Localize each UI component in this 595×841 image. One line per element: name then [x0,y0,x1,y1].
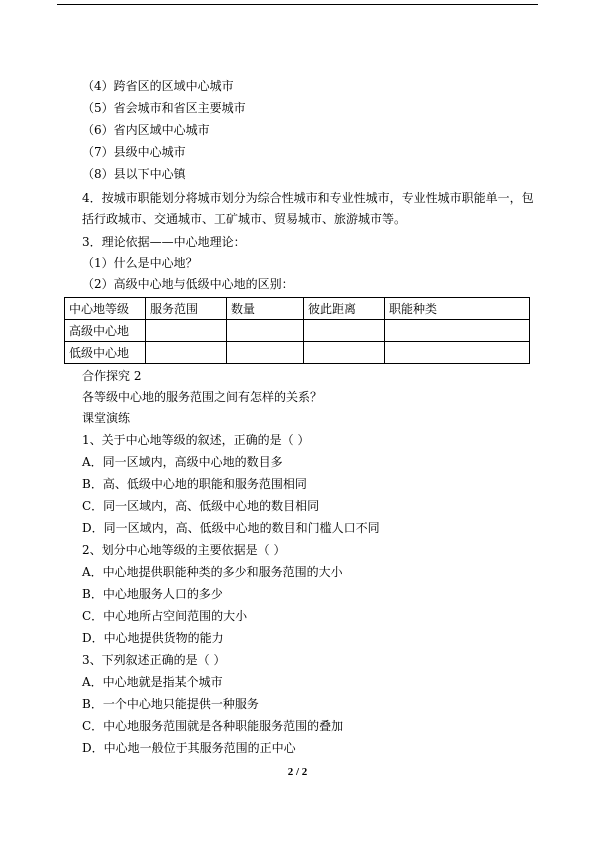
point-4-paragraph: 4．按城市职能划分将城市划分为综合性城市和专业性城市，专业性城市职能单一，包括行政城市、交通城市、工矿城市、贸易城市、旅游城市等。 [82,191,534,226]
table-header-cell: 数量 [227,298,304,320]
table-header-cell: 中心地等级 [65,298,146,320]
table-cell [304,342,385,364]
table-header-cell: 彼此距离 [304,298,385,320]
header-rule [57,4,538,5]
cooperate-question: 各等级中心地的服务范围之间有怎样的关系？ [82,390,323,404]
answer-option: B．高、低级中心地的职能和服务范围相同 [82,477,307,491]
table-cell: 高级中心地 [65,320,146,342]
table-cell [385,320,530,342]
table-header-row [65,298,530,320]
question-stem: 1、关于中心地等级的叙述，正确的是（ ） [82,433,310,447]
table-row [65,342,530,364]
table-cell [304,320,385,342]
table-cell [146,342,227,364]
answer-option: A．中心地提供职能种类的多少和服务范围的大小 [82,565,343,579]
list-item: （7）县级中心城市 [82,145,186,159]
central-place-comparison-table [64,297,530,364]
list-item: （6）省内区域中心城市 [82,123,210,137]
list-item: （5）省会城市和省区主要城市 [82,101,246,115]
list-item: （4）跨省区的区域中心城市 [82,79,234,93]
list-item: （8）县以下中心镇 [82,167,186,181]
answer-option: D．同一区域内，高、低级中心地的数目和门槛人口不同 [82,521,380,535]
table-header-cell: 服务范围 [146,298,227,320]
cooperate-section-title: 合作探究 2 [82,369,142,383]
page-number: 2 / 2 [287,766,308,778]
point-3-heading: 3．理论依据——中心地理论： [82,235,246,249]
answer-option: C．中心地所占空间范围的大小 [82,609,248,623]
answer-option: B．中心地服务人口的多少 [82,587,223,601]
answer-option: A．同一区域内，高级中心地的数目多 [82,455,283,469]
question-stem: 3、下列叙述正确的是（ ） [82,653,226,667]
answer-option: C．同一区域内，高、低级中心地的数目相同 [82,499,320,513]
answer-option: D．中心地提供货物的能力 [82,631,224,645]
question-what-is-central-place: （1）什么是中心地？ [82,256,198,270]
table-cell [227,342,304,364]
table-cell: 低级中心地 [65,342,146,364]
table-cell [385,342,530,364]
answer-option: D．中心地一般位于其服务范围的正中心 [82,741,296,755]
table-header-cell: 职能种类 [385,298,530,320]
question-high-low-difference: （2）高级中心地与低级中心地的区别： [82,277,294,291]
table-cell [146,320,227,342]
answer-option: C．中心地服务范围就是各种职能服务范围的叠加 [82,719,344,733]
answer-option: B．一个中心地只能提供一种服务 [82,697,259,711]
answer-option: A．中心地就是指某个城市 [82,675,223,689]
question-stem: 2、划分中心地等级的主要依据是（ ） [82,543,286,557]
table-row [65,320,530,342]
exercise-section-title: 课堂演练 [82,411,131,425]
table-cell [227,320,304,342]
